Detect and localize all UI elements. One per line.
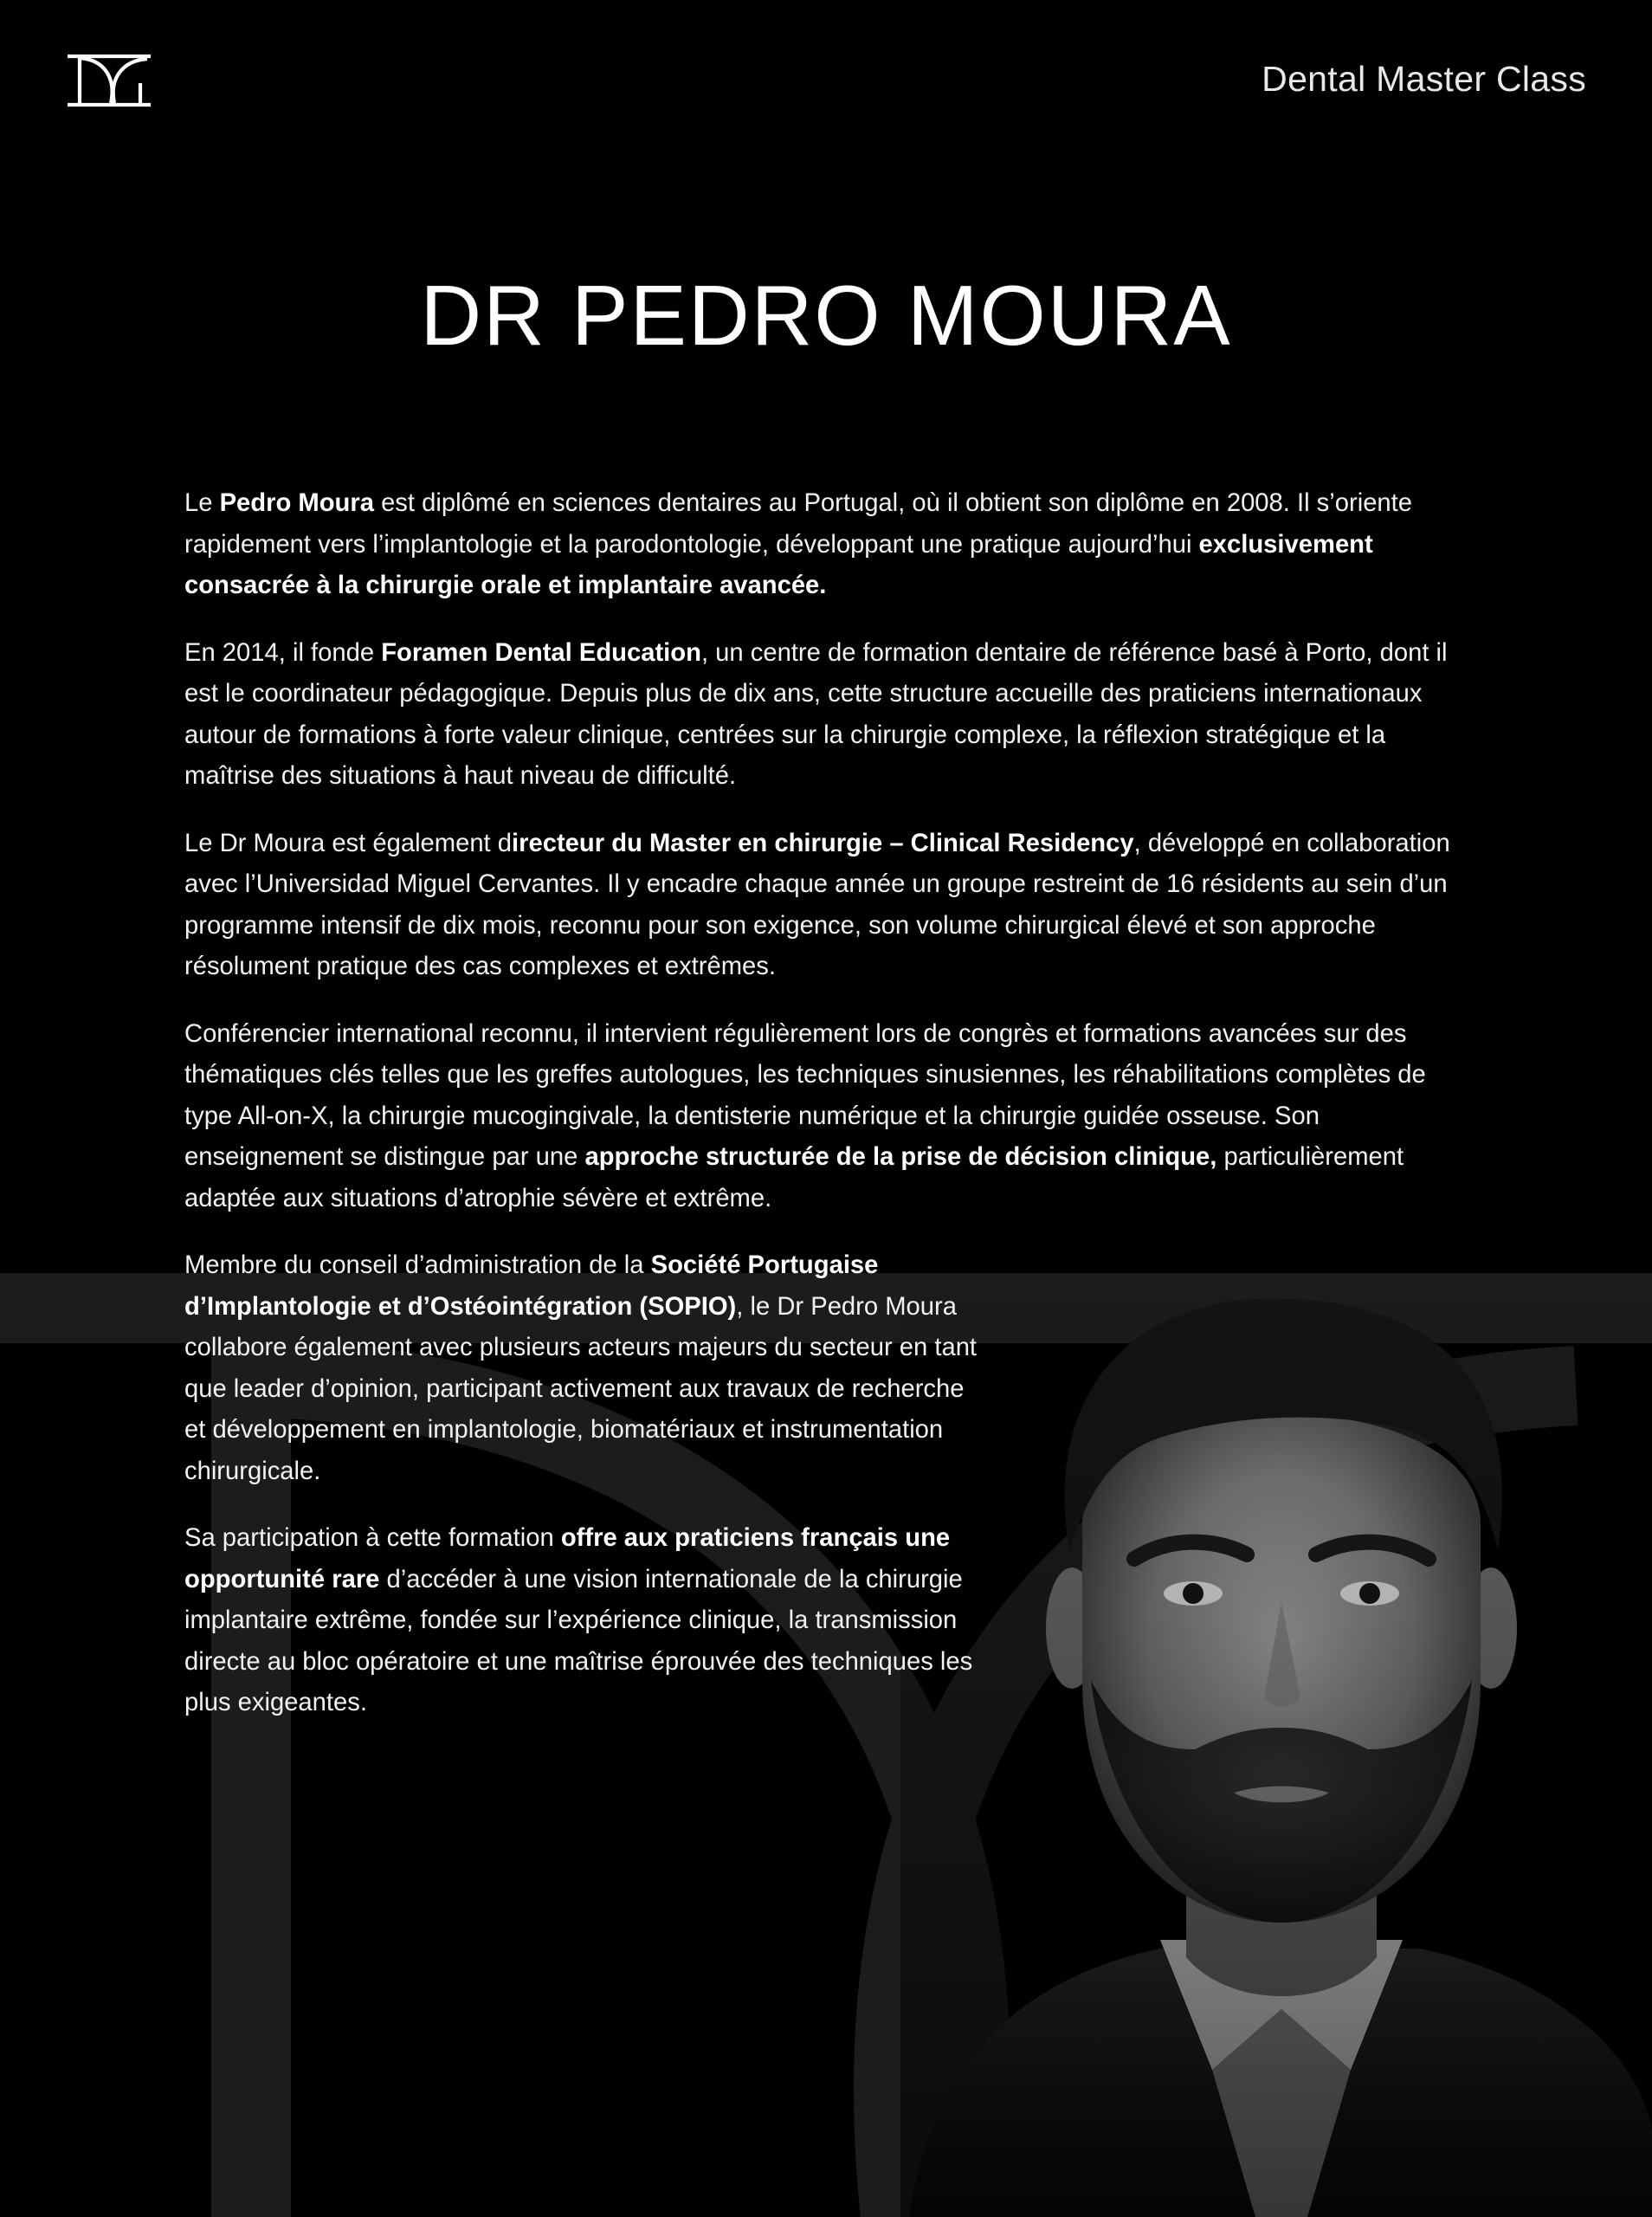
bio-text: Le Dr Moura est également d [184, 829, 513, 857]
bio-paragraph [184, 1245, 990, 1492]
bio-text: d’accéder à une vision internationale de la chirurgie implantaire extrême, fondée sur l’expérience clinique, la transmission directe au bloc opératoire et une maîtrise éprouvée des techniques les plus exigeantes. [184, 1565, 973, 1716]
bio-highlight: Pedro Moura [219, 489, 374, 517]
bio-text: , un centre de formation dentaire de référence basé à Porto, dont il est le coordinateur pédagogique. Depuis plus de dix ans, cette structure accueille des praticiens internationaux autour de formations à forte valeur clinique, centrées sur la chirurgie complexe, la réflexion stratégique et la maîtrise des situations à haut niveau de difficulté. [184, 638, 1448, 790]
bio-highlight: Foramen Dental Education [381, 638, 701, 667]
bio-highlight: approche structurée de la prise de décision clinique, [584, 1143, 1217, 1171]
bio-text: En 2014, il fonde [184, 638, 382, 667]
brand-name: Dental Master Class [1262, 59, 1586, 99]
bio-paragraph [184, 1518, 990, 1724]
bio-text: est diplômé en sciences dentaires au Portugal, où il obtient son diplôme en 2008. Il s’oriente rapidement vers l’implantologie et la parodontologie, développant une pratique aujourd’hui [184, 489, 1413, 559]
biography [184, 483, 1475, 1750]
bio-highlight: irecteur du Master en chirurgie – Clinical Residency [512, 829, 1134, 857]
bio-paragraph [184, 824, 1475, 988]
bio-text: Sa participation à cette formation [184, 1524, 561, 1552]
bio-text: Conférencier international reconnu, il intervient régulièrement lors de congrès et formations avancées sur des thématiques clés telles que les greffes autologues, les techniques sinusiennes, les réhabilitations complètes de type All-on-X, la chirurgie mucogingivale, la dentisterie numérique et la chirurgie guidée osseuse. Son enseignement se distingue par une [184, 1019, 1426, 1171]
bio-text: Le [184, 489, 220, 517]
page-header [0, 0, 1652, 165]
bio-paragraph [184, 483, 1475, 607]
bio-highlight: exclusivement consacrée à la chirurgie orale et implantaire avancée. [184, 530, 1373, 599]
bio-paragraph [184, 633, 1475, 798]
bio-text: , le Dr Pedro Moura collabore également avec plusieurs acteurs majeurs du secteur en tant que leader d’opinion, participant activement aux travaux de recherche et développement en implantologie, biomatériaux et instrumentation chirurgicale. [184, 1292, 978, 1485]
bio-text: , développé en collaboration avec l’Universidad Miguel Cervantes. Il y encadre chaque année un groupe restreint de 16 résidents au sein d’un programme intensif de dix mois, reconnu pour son exigence, son volume chirurgical élevé et son approche résolument pratique des cas complexes et extrêmes. [184, 829, 1450, 980]
bio-highlight: offre aux praticiens français une opportunité rare [184, 1524, 951, 1593]
bio-text: particulièrement adaptée aux situations d’atrophie sévère et extrême. [184, 1143, 1404, 1212]
bio-text: Membre du conseil d’administration de la [184, 1251, 651, 1279]
bio-highlight: Société Portugaise d’Implantologie et d’Ostéointégration (SOPIO) [184, 1251, 879, 1321]
dmc-logo-icon [66, 54, 152, 107]
bio-paragraph [184, 1014, 1475, 1220]
page-title: DR PEDRO MOURA [420, 268, 1232, 363]
